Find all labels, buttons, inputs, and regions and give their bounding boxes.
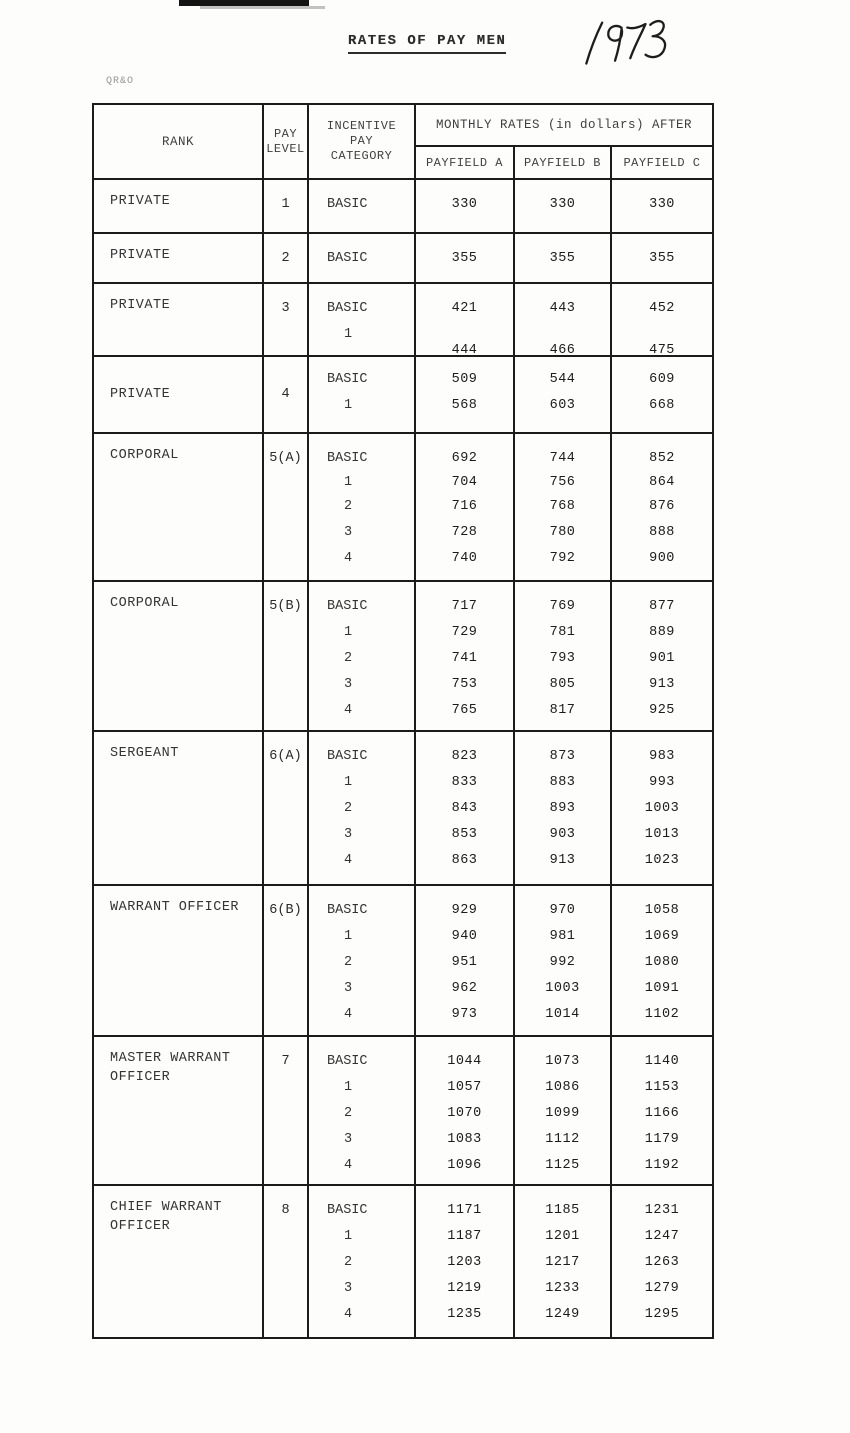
payfield-b-cell [515, 434, 612, 580]
rank-cell [94, 180, 264, 232]
rate-value: 901 [649, 651, 675, 666]
incentive-category-cell [309, 732, 416, 884]
pay-level-cell [264, 180, 309, 232]
payfield-b-cell [515, 234, 612, 282]
payfield-a-cell [416, 582, 515, 730]
rate-value: 970 [549, 903, 576, 918]
rate-value: 466 [549, 343, 576, 358]
table-row [94, 282, 712, 358]
rate-value: 1249 [545, 1307, 580, 1322]
table-row [94, 432, 712, 580]
handwritten-year-drawing [577, 14, 675, 69]
category-line: BASIC [327, 1054, 368, 1069]
payfield-a-cell [416, 434, 515, 580]
rate-value: 1069 [644, 929, 680, 944]
payfield-a-cell [416, 180, 515, 232]
pay-level-cell [264, 234, 309, 282]
rank-line: OFFICER [110, 1070, 171, 1085]
rate-value: 740 [451, 551, 478, 566]
payfield-c-cell [612, 1037, 712, 1184]
category-line: 2 [344, 1106, 353, 1121]
rate-value: 452 [649, 301, 675, 316]
payfield-b-cell [515, 582, 612, 730]
payfield-a-cell [416, 357, 515, 432]
rate-value: 903 [549, 827, 576, 842]
header-incentive-category [309, 105, 416, 178]
rate-value: 1112 [545, 1132, 580, 1147]
header-payfield-b: PAYFIELD B [515, 147, 612, 178]
rate-value: 544 [549, 372, 576, 387]
rank-cell [94, 732, 264, 884]
pay-level-cell [264, 434, 309, 580]
rate-value: 1014 [545, 1007, 580, 1022]
header-pay-level-line: PAY [273, 126, 298, 141]
header-incentive-line: PAY [349, 134, 374, 148]
category-line: BASIC [327, 197, 368, 212]
rate-value: 873 [549, 749, 576, 764]
rate-value: 1073 [545, 1054, 580, 1069]
category-line: 2 [344, 499, 353, 514]
rate-value: 716 [451, 499, 478, 514]
rate-value: 823 [451, 749, 478, 764]
rate-value: 852 [649, 451, 675, 466]
category-line: 2 [344, 955, 353, 970]
pay-level-value: 5(A) [269, 451, 302, 466]
rate-value: 792 [549, 551, 576, 566]
rate-value: 992 [549, 955, 576, 970]
rate-value: 1263 [644, 1255, 680, 1270]
rate-value: 568 [451, 398, 478, 413]
pay-table [92, 103, 714, 1339]
rate-value: 817 [549, 703, 576, 718]
header-pay-level-line: LEVEL [266, 141, 305, 156]
rate-value: 893 [549, 801, 576, 816]
category-line: 1 [344, 1080, 353, 1095]
category-line: 1 [344, 475, 353, 490]
payfield-c-cell [612, 434, 712, 580]
rate-value: 728 [451, 525, 478, 540]
category-line: 2 [344, 1255, 353, 1270]
category-line: 4 [344, 1307, 353, 1322]
rate-value: 913 [549, 853, 576, 868]
rate-value: 889 [649, 625, 675, 640]
rate-value: 863 [451, 853, 478, 868]
category-line: 1 [344, 775, 353, 790]
payfield-b-cell [515, 732, 612, 884]
rank-cell [94, 582, 264, 730]
category-line: 3 [344, 981, 353, 996]
rate-value: 1219 [447, 1281, 482, 1296]
rate-value: 1023 [644, 853, 680, 868]
rate-value: 509 [451, 372, 478, 387]
rate-value: 981 [549, 929, 576, 944]
rank-line: PRIVATE [110, 387, 171, 402]
rate-value: 793 [549, 651, 576, 666]
rate-value: 888 [649, 525, 675, 540]
category-line: 3 [344, 827, 353, 842]
table-row [94, 580, 712, 730]
rate-value: 609 [649, 372, 675, 387]
incentive-category-cell [309, 284, 416, 364]
header-payfield-c: PAYFIELD C [623, 155, 701, 170]
payfield-a-cell [416, 284, 515, 364]
rate-value: 729 [451, 625, 478, 640]
category-line: BASIC [327, 251, 368, 266]
rate-value: 1070 [447, 1106, 482, 1121]
pay-level-value: 7 [281, 1054, 290, 1069]
rate-value: 1201 [545, 1229, 580, 1244]
rate-value: 603 [549, 398, 576, 413]
category-line: 3 [344, 525, 353, 540]
table-header [94, 105, 712, 178]
rate-value: 883 [549, 775, 576, 790]
category-line: 4 [344, 1007, 353, 1022]
rate-value: 1233 [545, 1281, 580, 1296]
pay-level-value: 8 [281, 1203, 290, 1218]
rate-value: 833 [451, 775, 478, 790]
payfield-c-cell [612, 234, 712, 282]
rank-cell [94, 357, 264, 432]
payfield-c-cell [612, 886, 712, 1035]
rate-value: 330 [549, 197, 576, 212]
rate-value: 993 [649, 775, 675, 790]
header-pay-level [264, 105, 309, 178]
rate-value: 1192 [644, 1158, 680, 1173]
pay-level-value: 5(B) [269, 599, 302, 614]
rate-value: 1140 [644, 1054, 680, 1069]
rate-value: 925 [649, 703, 675, 718]
rate-value: 1235 [447, 1307, 482, 1322]
rate-value: 444 [451, 343, 478, 358]
rate-value: 1099 [545, 1106, 580, 1121]
category-line: 2 [344, 651, 353, 666]
rank-line: OFFICER [110, 1219, 171, 1234]
rate-value: 843 [451, 801, 478, 816]
page-title: RATES OF PAY MEN [348, 33, 506, 54]
rate-value: 1125 [545, 1158, 580, 1173]
rate-value: 421 [451, 301, 478, 316]
rate-value: 1295 [644, 1307, 680, 1322]
category-line: BASIC [327, 1203, 368, 1218]
pay-level-value: 1 [281, 197, 290, 212]
payfield-b-cell [515, 1037, 612, 1184]
rate-value: 1003 [644, 801, 680, 816]
incentive-category-cell [309, 582, 416, 730]
rate-value: 929 [451, 903, 478, 918]
incentive-category-cell [309, 434, 416, 580]
rank-line: PRIVATE [110, 194, 171, 209]
incentive-category-cell [309, 886, 416, 1035]
rate-value: 443 [549, 301, 576, 316]
redaction-smudge [200, 6, 325, 9]
rate-value: 704 [451, 475, 478, 490]
rank-line: PRIVATE [110, 248, 171, 263]
table-row [94, 884, 712, 1035]
rate-value: 1171 [447, 1203, 482, 1218]
category-line: BASIC [327, 903, 368, 918]
rate-value: 1086 [545, 1080, 580, 1095]
handwritten-year [577, 14, 675, 74]
rate-value: 1166 [644, 1106, 680, 1121]
rate-value: 877 [649, 599, 675, 614]
rate-value: 1096 [447, 1158, 482, 1173]
category-line: 1 [344, 929, 353, 944]
rate-value: 330 [649, 197, 675, 212]
rate-value: 1057 [447, 1080, 482, 1095]
rank-cell [94, 234, 264, 282]
rate-value: 1179 [644, 1132, 680, 1147]
rate-value: 1003 [545, 981, 580, 996]
rate-value: 1153 [644, 1080, 680, 1095]
category-line: 4 [344, 853, 353, 868]
rate-value: 1247 [644, 1229, 680, 1244]
rate-value: 1044 [447, 1054, 482, 1069]
rate-value: 1217 [545, 1255, 580, 1270]
rate-value: 768 [549, 499, 576, 514]
rate-value: 1083 [447, 1132, 482, 1147]
payfield-b-cell [515, 1186, 612, 1337]
category-line: BASIC [327, 301, 368, 316]
rate-value: 1013 [644, 827, 680, 842]
pay-table-body [94, 178, 712, 1337]
rate-value: 940 [451, 929, 478, 944]
category-line: BASIC [327, 372, 368, 387]
category-line: 1 [344, 625, 353, 640]
rank-line: WARRANT OFFICER [110, 900, 240, 915]
header-incentive-line: CATEGORY [330, 149, 393, 163]
rate-value: 1080 [644, 955, 680, 970]
rate-value: 876 [649, 499, 675, 514]
category-line: 4 [344, 1158, 353, 1173]
pay-level-value: 6(A) [269, 749, 302, 764]
pay-level-cell [264, 732, 309, 884]
payfield-c-cell [612, 284, 712, 364]
rate-value: 853 [451, 827, 478, 842]
rate-value: 864 [649, 475, 675, 490]
header-payfield-a: PAYFIELD A [416, 147, 515, 178]
rate-value: 769 [549, 599, 576, 614]
payfield-a-cell [416, 732, 515, 884]
category-line: 1 [344, 327, 353, 342]
rate-value: 913 [649, 677, 675, 692]
category-line: 2 [344, 801, 353, 816]
rate-value: 900 [649, 551, 675, 566]
header-incentive-line: INCENTIVE [326, 119, 397, 133]
rank-cell [94, 886, 264, 1035]
payfield-b-cell [515, 357, 612, 432]
rate-value: 1058 [644, 903, 680, 918]
rank-line: PRIVATE [110, 298, 171, 313]
incentive-category-cell [309, 234, 416, 282]
rate-value: 1279 [644, 1281, 680, 1296]
payfield-b-cell [515, 886, 612, 1035]
rate-value: 951 [451, 955, 478, 970]
category-line: 3 [344, 1281, 353, 1296]
table-row [94, 355, 712, 432]
rate-value: 756 [549, 475, 576, 490]
rate-value: 781 [549, 625, 576, 640]
rank-line: CORPORAL [110, 596, 179, 611]
rate-value: 668 [649, 398, 675, 413]
pay-level-value: 2 [281, 251, 290, 266]
rate-value: 765 [451, 703, 478, 718]
rate-value: 805 [549, 677, 576, 692]
category-line: 4 [344, 551, 353, 566]
rate-value: 1231 [644, 1203, 680, 1218]
corner-note: QR&O [106, 76, 135, 87]
rate-value: 355 [451, 251, 478, 266]
rank-cell [94, 1037, 264, 1184]
category-line: 3 [344, 1132, 353, 1147]
rate-value: 355 [649, 251, 675, 266]
rate-value: 962 [451, 981, 478, 996]
rate-value: 1091 [644, 981, 680, 996]
category-line: 1 [344, 1229, 353, 1244]
payfield-c-cell [612, 732, 712, 884]
rate-value: 753 [451, 677, 478, 692]
table-row [94, 1035, 712, 1184]
pay-level-cell [264, 1186, 309, 1337]
header-rank: RANK [94, 105, 264, 178]
rate-value: 780 [549, 525, 576, 540]
payfield-a-cell [416, 234, 515, 282]
table-row [94, 178, 712, 232]
category-line: BASIC [327, 749, 368, 764]
category-line: 3 [344, 677, 353, 692]
rate-value: 355 [549, 251, 576, 266]
pay-level-cell [264, 284, 309, 364]
category-line: BASIC [327, 451, 368, 466]
rate-value: 692 [451, 451, 478, 466]
rate-value: 744 [549, 451, 576, 466]
pay-level-cell [264, 582, 309, 730]
payfield-a-cell [416, 1186, 515, 1337]
rank-line: MASTER WARRANT [110, 1051, 231, 1066]
pay-level-cell [264, 1037, 309, 1184]
pay-level-value: 6(B) [269, 903, 302, 918]
rate-value: 717 [451, 599, 478, 614]
rank-line: CORPORAL [110, 448, 179, 463]
incentive-category-cell [309, 180, 416, 232]
rate-value: 741 [451, 651, 478, 666]
rank-line: SERGEANT [110, 746, 179, 761]
rate-value: 475 [649, 343, 675, 358]
payfield-b-cell [515, 284, 612, 364]
rate-value: 983 [649, 749, 675, 764]
payfield-c-cell [612, 582, 712, 730]
pay-level-value: 3 [281, 301, 290, 316]
payfield-a-cell [416, 1037, 515, 1184]
rank-cell [94, 284, 264, 364]
rate-value: 1187 [447, 1229, 482, 1244]
pay-level-cell [264, 886, 309, 1035]
rank-cell [94, 434, 264, 580]
rate-value: 330 [451, 197, 478, 212]
incentive-category-cell [309, 1037, 416, 1184]
category-line: BASIC [327, 599, 368, 614]
table-row [94, 730, 712, 884]
payfield-a-cell [416, 886, 515, 1035]
header-monthly-rates: MONTHLY RATES (in dollars) AFTER [416, 105, 712, 147]
table-row [94, 1184, 712, 1337]
payfield-b-cell [515, 180, 612, 232]
pay-level-value: 4 [281, 386, 290, 402]
rate-value: 973 [451, 1007, 478, 1022]
payfield-c-cell [612, 1186, 712, 1337]
rank-cell [94, 1186, 264, 1337]
incentive-category-cell [309, 1186, 416, 1337]
rank-line: CHIEF WARRANT [110, 1200, 222, 1215]
category-line: 4 [344, 703, 353, 718]
payfield-c-cell [612, 357, 712, 432]
category-line: 1 [344, 398, 353, 413]
rate-value: 1203 [447, 1255, 482, 1270]
rate-value: 1102 [644, 1007, 680, 1022]
payfield-c-cell [612, 180, 712, 232]
table-row [94, 232, 712, 282]
rate-value: 1185 [545, 1203, 580, 1218]
incentive-category-cell [309, 357, 416, 432]
pay-level-cell [264, 357, 309, 432]
